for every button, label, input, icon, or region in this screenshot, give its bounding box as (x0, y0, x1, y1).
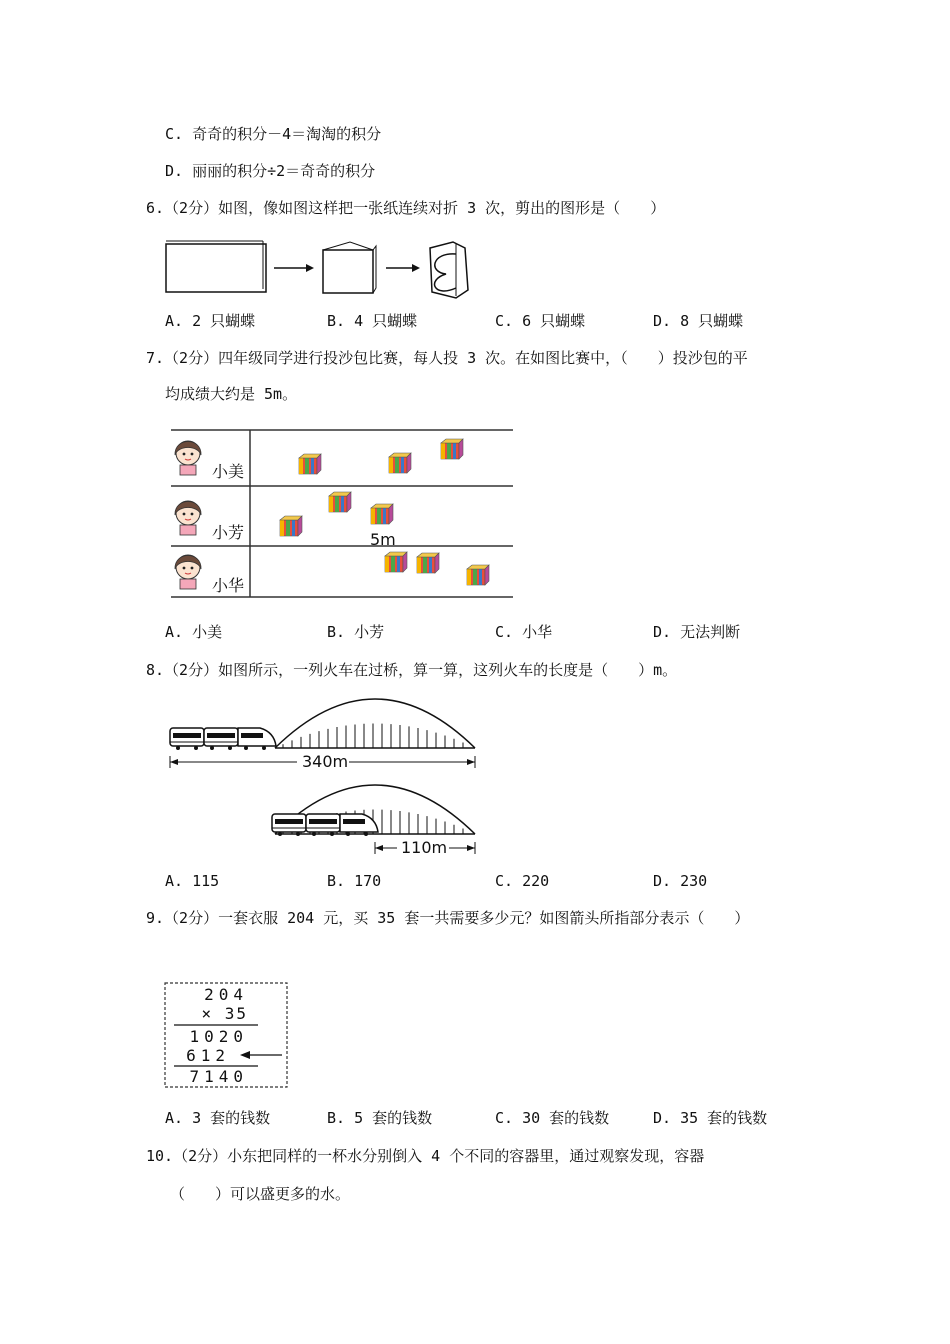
q8-option-a: A. 115 (165, 872, 220, 890)
q9-option-b: B. 5 套的钱数 (327, 1109, 433, 1127)
q8-length-110: 110m (401, 838, 448, 857)
calc-partial-2: 612 (186, 1046, 230, 1065)
q7-mark-5m: 5m (370, 530, 396, 549)
calc-multiplicand: 204 (204, 985, 248, 1004)
q10-stem-line1: 10.（2分）小东把同样的一杯水分别倒入 4 个不同的容器里，通过观察发现，容器 (146, 1147, 705, 1165)
q8-length-340: 340m (302, 752, 349, 771)
q7-row-xiaomei: 小美 (212, 462, 245, 481)
q7-option-a: A. 小美 (165, 623, 223, 641)
train-bridge-diagram (165, 690, 485, 860)
q9-stem: 9.（2分）一套衣服 204 元，买 35 套一共需要多少元？如图箭头所指部分表示（ ） (146, 909, 750, 927)
q6-option-c: C. 6 只蝴蝶 (495, 312, 586, 330)
q9-option-d: D. 35 套的钱数 (653, 1109, 768, 1127)
q5-option-c: C. 奇奇的积分－4＝淘淘的积分 (165, 125, 382, 143)
q6-stem: 6.（2分）如图，像如图这样把一张纸连续对折 3 次，剪出的图形是（ ） (146, 199, 666, 217)
calc-multiplier: × 35 (201, 1004, 248, 1023)
calc-partial-1: 1020 (189, 1027, 248, 1046)
q7-row-xiaohua: 小华 (212, 576, 245, 595)
calc-product: 7140 (189, 1067, 248, 1086)
q7-option-c: C. 小华 (495, 623, 553, 641)
q8-option-b: B. 170 (327, 872, 382, 890)
q10-stem-line2: （ ）可以盛更多的水。 (170, 1185, 351, 1203)
q9-option-a: A. 3 套的钱数 (165, 1109, 271, 1127)
folding-diagram (160, 236, 490, 300)
q6-option-b: B. 4 只蝴蝶 (327, 312, 418, 330)
q7-row-xiaofang: 小芳 (212, 523, 245, 542)
q6-option-d: D. 8 只蝴蝶 (653, 312, 744, 330)
q7-option-d: D. 无法判断 (653, 623, 741, 641)
q6-option-a: A. 2 只蝴蝶 (165, 312, 256, 330)
multiplication-box (164, 982, 290, 1090)
q7-stem-line1: 7.（2分）四年级同学进行投沙包比赛，每人投 3 次。在如图比赛中，（ ）投沙包的平 (146, 349, 748, 367)
q7-option-b: B. 小芳 (327, 623, 385, 641)
q8-option-d: D. 230 (653, 872, 708, 890)
q8-stem: 8.（2分）如图所示，一列火车在过桥，算一算，这列火车的长度是（ ）m。 (146, 661, 678, 679)
q9-option-c: C. 30 套的钱数 (495, 1109, 610, 1127)
q5-option-d: D. 丽丽的积分÷2＝奇奇的积分 (165, 162, 376, 180)
sandbag-diagram (168, 425, 518, 600)
q8-option-c: C. 220 (495, 872, 550, 890)
q7-stem-line2: 均成绩大约是 5m。 (165, 385, 298, 403)
